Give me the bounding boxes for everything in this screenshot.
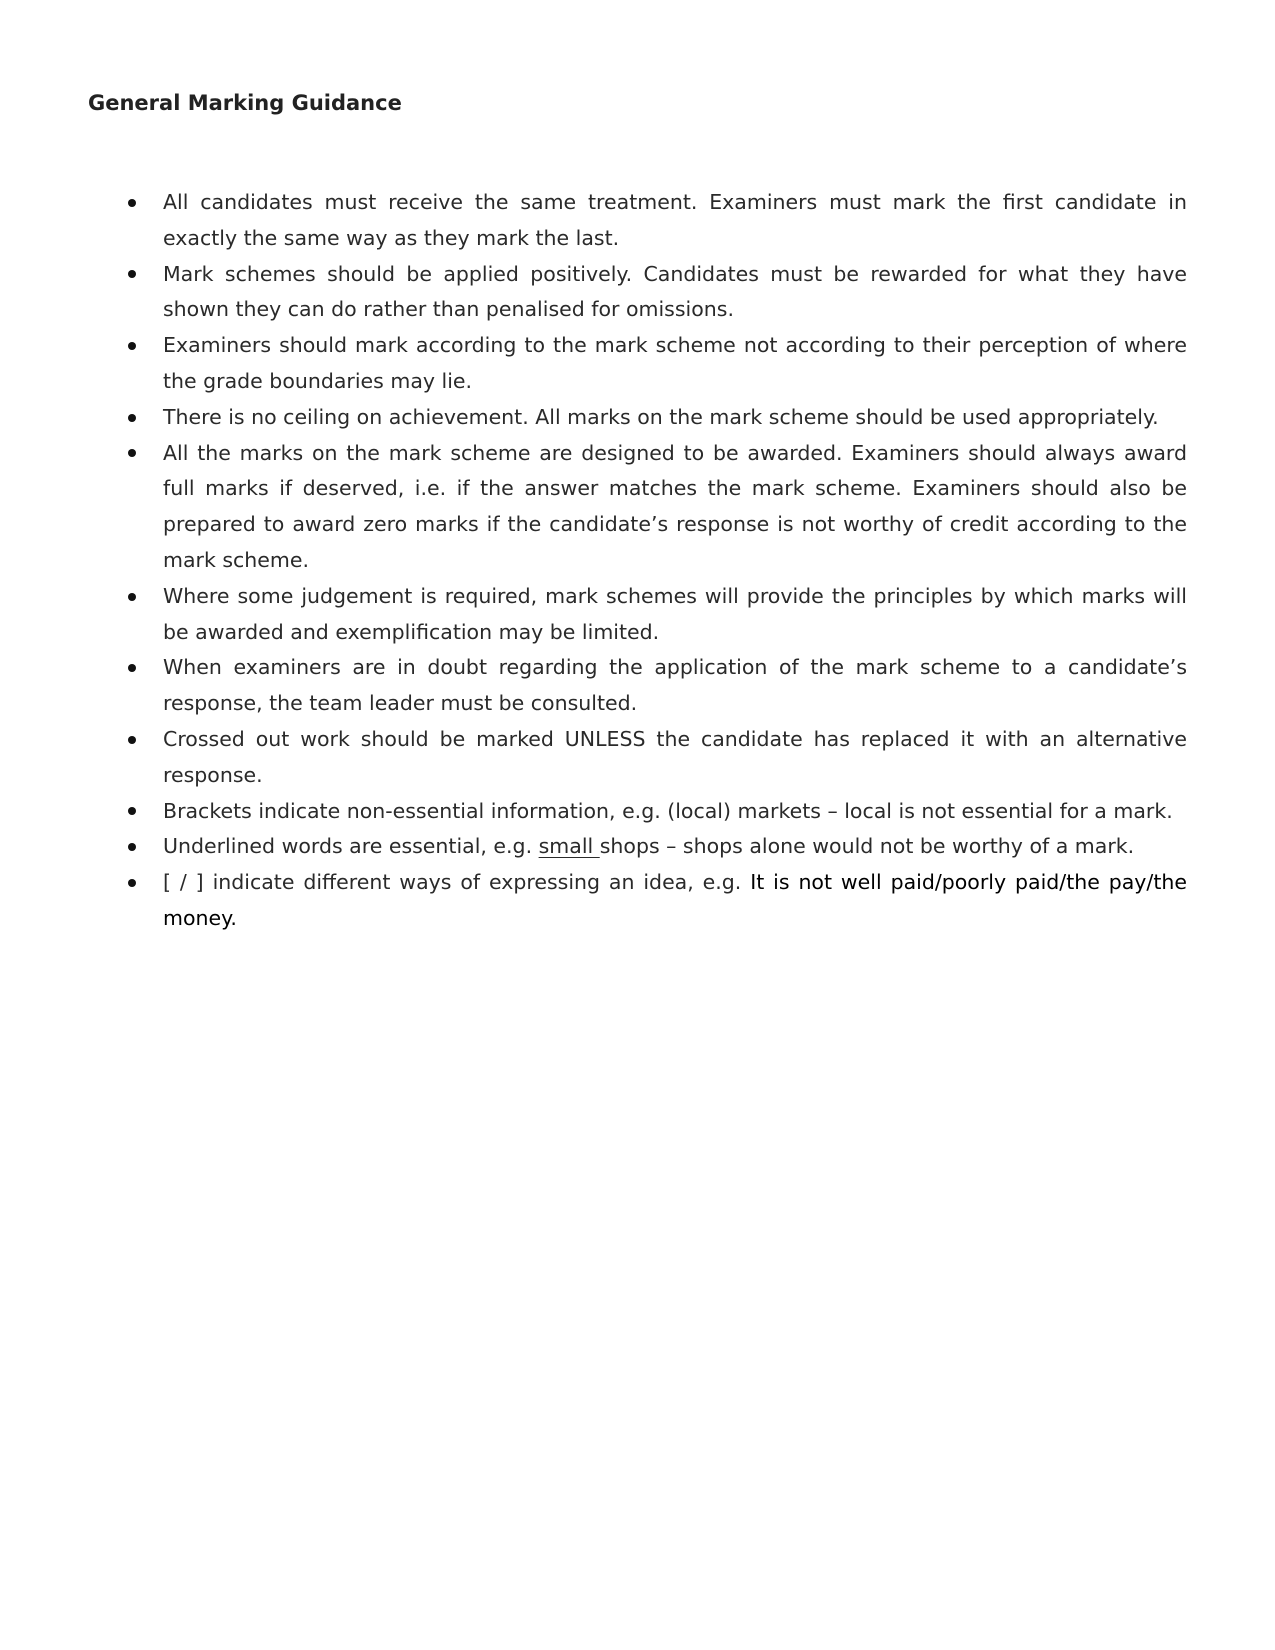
list-item <box>163 722 1187 794</box>
list-item <box>163 257 1187 329</box>
guidance-text-after: shops – shops alone would not be worthy of a mark. <box>599 834 1135 859</box>
guidance-text: All candidates must receive the same treatment. Examiners must mark the first candidate in exactly the same way as they mark the last. <box>163 190 1187 250</box>
guidance-text: There is no ceiling on achievement. All marks on the mark scheme should be used appropriately. <box>163 404 1159 429</box>
bullet-icon <box>125 829 139 865</box>
bullet-icon <box>125 650 139 686</box>
guidance-text: Mark schemes should be applied positively. Candidates must be rewarded for what they have shown they can do rather than penalised for omissions. <box>163 261 1187 322</box>
guidance-text: All the marks on the mark scheme are designed to be awarded. Examiners should always award full marks if deserved, i.e. if the answer matches the mark scheme. Examiners should also be prepared to award zero marks if the candidate’s response is not worthy of credit according to the mark scheme. <box>163 440 1187 572</box>
list-item <box>163 400 1187 436</box>
underlined-words-item <box>163 829 1187 865</box>
list-item <box>163 794 1187 830</box>
bullet-icon <box>125 400 139 436</box>
bullet-icon <box>125 794 139 830</box>
guidance-text: Where some judgement is required, mark schemes will provide the principles by which marks will be awarded and exemplification may be limited. <box>163 583 1187 644</box>
bullet-icon <box>125 257 139 293</box>
list-item <box>163 185 1187 257</box>
guidance-text: When examiners are in doubt regarding the application of the mark scheme to a candidate’s response, the team leader must be consulted. <box>163 655 1187 716</box>
underlined-example: small <box>538 834 600 859</box>
guidance-text: Examiners should mark according to the mark scheme not according to their perception of where the grade boundaries may lie. <box>163 333 1187 393</box>
bullet-icon <box>125 436 139 472</box>
guidance-list <box>163 185 1187 937</box>
slash-notation-item <box>163 865 1187 937</box>
list-item <box>163 650 1187 722</box>
list-item <box>163 579 1187 651</box>
bullet-icon <box>125 722 139 758</box>
guidance-text: Crossed out work should be marked UNLESS the candidate has replaced it with an alternative response. <box>163 726 1187 787</box>
list-item <box>163 436 1187 579</box>
list-item <box>163 328 1187 400</box>
bullet-icon <box>125 328 139 364</box>
bullet-icon <box>125 865 139 901</box>
guidance-text: Brackets indicate non-essential information, e.g. (local) markets – local is not essential for a mark. <box>163 798 1173 823</box>
page-title: General Marking Guidance <box>88 91 402 115</box>
guidance-text-before: Underlined words are essential, e.g. <box>163 834 539 859</box>
bullet-icon <box>125 185 139 221</box>
guidance-text-before: [ / ] indicate different ways of expressing an idea, e.g. <box>163 870 751 895</box>
bullet-icon <box>125 579 139 615</box>
slash-example: It is not well paid/poorly paid/the pay/the money. <box>163 870 1187 930</box>
